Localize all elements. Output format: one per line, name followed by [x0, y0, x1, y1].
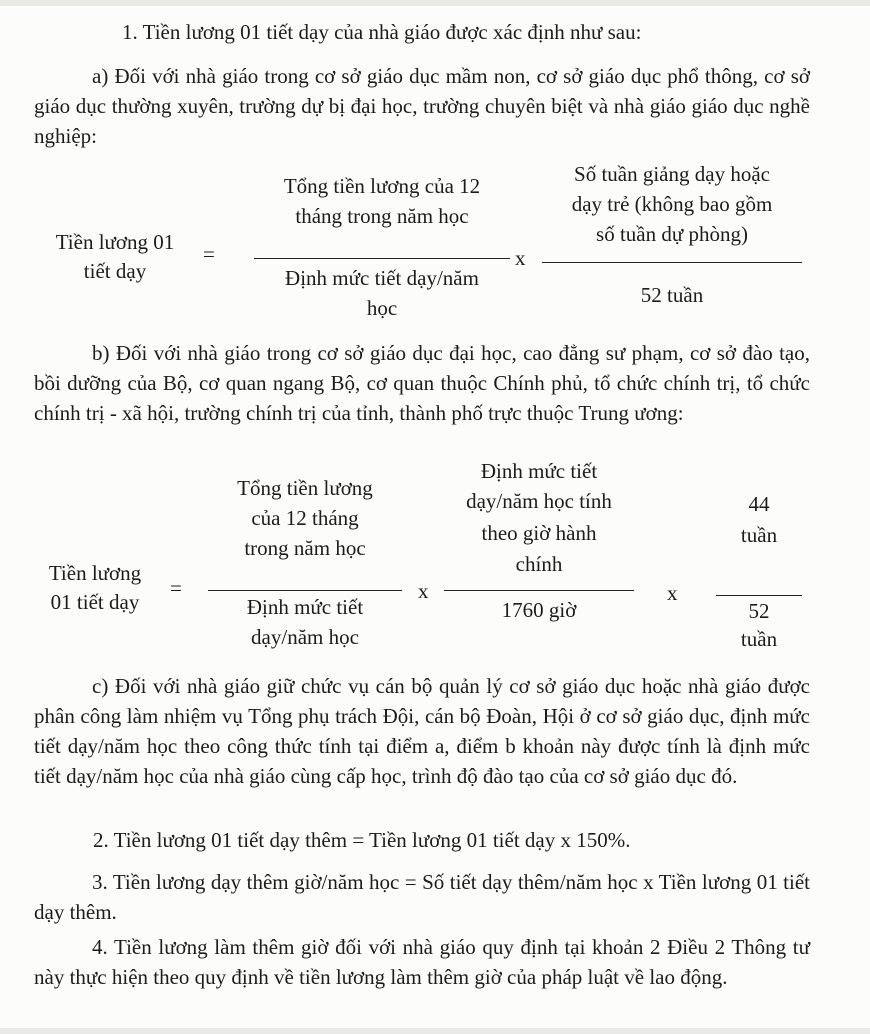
- formula-b-frac2-numerator-line-4: chính: [515, 552, 563, 576]
- formula-a-frac2-numerator-line-3: số tuần dự phòng): [596, 222, 748, 246]
- formula-b-frac1-numerator-line-1: Tổng tiền lương: [237, 476, 373, 500]
- formula-a-lhs-line-1: Tiền lương 01: [55, 230, 175, 254]
- formula-a-frac1-denominator-line-2: học: [366, 296, 398, 320]
- formula-a-frac2-numerator-line-1: Số tuần giảng dạy hoặc: [574, 162, 770, 186]
- formula-b-frac2-numerator-line-3: theo giờ hành: [481, 521, 597, 545]
- formula-a-frac1-numerator-line-2: tháng trong năm học: [295, 204, 469, 228]
- formula-b-lhs-line-2: 01 tiết dạy: [50, 590, 140, 614]
- cropped-top-edge: [0, 0, 870, 6]
- cropped-bottom-edge: [0, 1028, 870, 1034]
- formula-b-times-2: x: [667, 581, 678, 605]
- item-1-heading: 1. Tiền lương 01 tiết dạy của nhà giáo được xác định như sau:: [122, 20, 642, 44]
- formula-a-frac2-denominator: 52 tuần: [640, 283, 704, 307]
- formula-b-frac3-numerator-line-2: tuần: [740, 523, 778, 547]
- formula-a-frac1-bar: [254, 258, 510, 259]
- formula-b-frac1-numerator-line-3: trong năm học: [244, 536, 366, 560]
- formula-b-frac3-denominator-line-2: tuần: [740, 627, 778, 651]
- formula-a-equals: =: [203, 242, 215, 266]
- formula-b-times-1: x: [418, 579, 429, 603]
- formula-b-frac1-denominator-line-2: dạy/năm học: [251, 625, 359, 649]
- item-2: 2. Tiền lương 01 tiết dạy thêm = Tiền lương 01 tiết dạy x 150%.: [93, 828, 631, 852]
- formula-a-frac2-bar: [542, 262, 802, 263]
- formula-b-lhs-line-1: Tiền lương: [48, 561, 142, 585]
- formula-b-frac1-denominator-line-1: Định mức tiết: [246, 595, 364, 619]
- formula-b-frac3-bar: [716, 595, 802, 596]
- formula-b-frac3-denominator-line-1: 52: [748, 599, 770, 623]
- paragraph-a: a) Đối với nhà giáo trong cơ sở giáo dục mầm non, cơ sở giáo dục phổ thông, cơ sở giáo dục thường xuyên, trường dự bị đại học, trường chuyên biệt và nhà giáo giáo dục nghề nghiệp:: [34, 64, 810, 148]
- formula-b-equals: =: [170, 576, 182, 600]
- paragraph-b: b) Đối với nhà giáo trong cơ sở giáo dục đại học, cao đẳng sư phạm, cơ sở đào tạo, bồi dưỡng của Bộ, cơ quan ngang Bộ, cơ quan thuộc Chính phủ, tổ chức chính trị, tổ chức chính trị - xã hội, trường chính trị của tỉnh, thành phố trực thuộc Trung ương:: [34, 341, 810, 425]
- formula-b-frac2-numerator-line-2: dạy/năm học tính: [466, 489, 612, 513]
- formula-b-frac2-denominator: 1760 giờ: [501, 598, 577, 622]
- formula-b-frac1-numerator-line-2: của 12 tháng: [251, 506, 359, 530]
- formula-a-frac2-numerator-line-2: dạy trẻ (không bao gồm: [571, 192, 773, 216]
- paragraph-c: c) Đối với nhà giáo giữ chức vụ cán bộ quản lý cơ sở giáo dục hoặc nhà giáo được phân công làm nhiệm vụ Tổng phụ trách Đội, cán bộ Đoàn, Hội ở cơ sở giáo dục, định mức tiết dạy/năm học theo công thức tính tại điểm a, điểm b khoản này được tính là định mức tiết dạy/năm học của nhà giáo cùng cấp học, trình độ đào tạo của cơ sở giáo dục đó.: [34, 674, 810, 788]
- item-4: 4. Tiền lương làm thêm giờ đối với nhà giáo quy định tại khoản 2 Điều 2 Thông tư này thực hiện theo quy định về tiền lương làm thêm giờ của pháp luật về lao động.: [34, 935, 810, 989]
- formula-b-frac2-numerator-line-1: Định mức tiết: [480, 459, 598, 483]
- formula-b-frac1-bar: [208, 590, 402, 591]
- formula-b-frac2-bar: [444, 590, 634, 591]
- formula-b-frac3-numerator-line-1: 44: [748, 492, 770, 516]
- formula-a-times: x: [515, 246, 526, 270]
- formula-a-frac1-denominator-line-1: Định mức tiết dạy/năm: [285, 266, 479, 290]
- formula-a-frac1-numerator-line-1: Tổng tiền lương của 12: [283, 174, 481, 198]
- item-3: 3. Tiền lương dạy thêm giờ/năm học = Số tiết dạy thêm/năm học x Tiền lương 01 tiết dạy thêm.: [34, 870, 810, 924]
- formula-a-lhs-line-2: tiết dạy: [83, 259, 147, 283]
